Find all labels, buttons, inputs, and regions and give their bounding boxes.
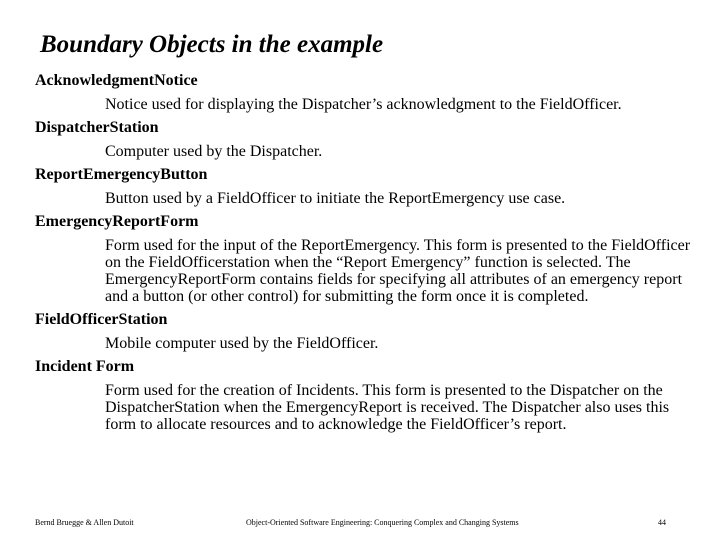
term-dispatcher-station: DispatcherStation: [35, 119, 159, 136]
term-acknowledgment-notice: AcknowledgmentNotice: [35, 72, 198, 89]
description-field-officer-station: Mobile computer used by the FieldOfficer.: [105, 335, 379, 352]
footer-book-title: Object-Oriented Software Engineering: Conquering Complex and Changing Systems: [246, 518, 519, 527]
description-dispatcher-station: Computer used by the Dispatcher.: [105, 143, 323, 160]
term-report-emergency-button: ReportEmergencyButton: [35, 166, 208, 183]
term-incident-form: Incident Form: [35, 358, 135, 375]
footer-authors: Bernd Bruegge & Allen Dutoit: [35, 518, 134, 527]
description-report-emergency-button: Button used by a FieldOfficer to initiate the ReportEmergency use case.: [105, 190, 566, 207]
boundary-objects-list: [35, 69, 700, 436]
description-emergency-report-form: Form used for the input of the ReportEmergency. This form is presented to the FieldOfficer on the FieldOfficerstation when the “Report Emergency” function is selected. The EmergencyReportForm contains fields for specifying all attributes of an emergency report and a button (or other control) for submitting the form once it is completed.: [105, 237, 691, 305]
footer-page-number: 44: [658, 518, 666, 527]
description-acknowledgment-notice: Notice used for displaying the Dispatcher’s acknowledgment to the FieldOfficer.: [105, 96, 622, 113]
term-field-officer-station: FieldOfficerStation: [35, 311, 168, 328]
slide-title: Boundary Objects in the example: [40, 31, 384, 58]
term-emergency-report-form: EmergencyReportForm: [35, 213, 199, 230]
description-incident-form: Form used for the creation of Incidents. This form is presented to the Dispatcher on the DispatcherStation when the EmergencyReport is received. The Dispatcher also uses this form to allocate resources and to acknowledge the FieldOfficer’s report.: [105, 382, 670, 433]
